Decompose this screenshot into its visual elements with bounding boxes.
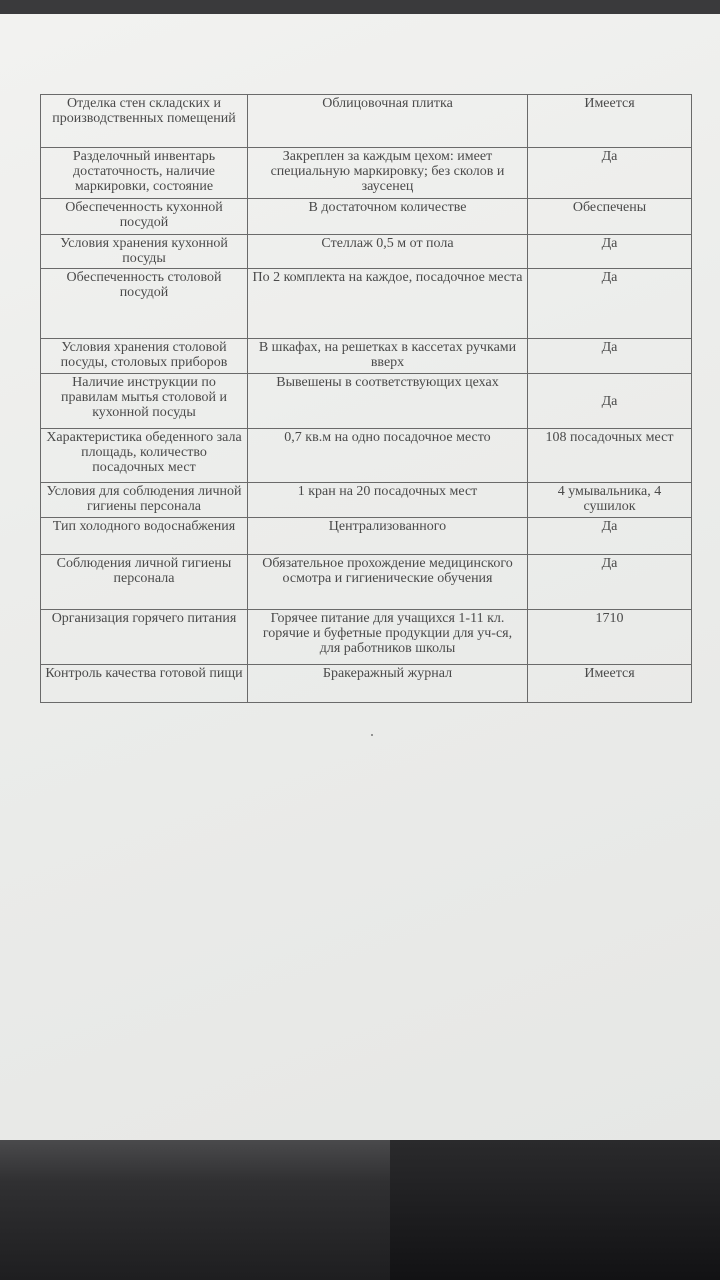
table-cell-description: В шкафах, на решетках в кассетах ручками вверх bbox=[248, 339, 528, 374]
table-cell-criterion: Условия хранения столовой посуды, столовых приборов bbox=[41, 339, 248, 374]
table-cell-criterion: Соблюдения личной гигиены персонала bbox=[41, 555, 248, 610]
table-row bbox=[41, 374, 692, 429]
table-cell-description: В достаточном количестве bbox=[248, 199, 528, 235]
table-row bbox=[41, 555, 692, 610]
table-cell-description: Облицовочная плитка bbox=[248, 95, 528, 148]
table-cell-description: Вывешены в соответствующих цехах bbox=[248, 374, 528, 429]
table-cell-result: Да bbox=[528, 339, 692, 374]
table-row bbox=[41, 95, 692, 148]
table-row bbox=[41, 199, 692, 235]
table-cell-result: Имеется bbox=[528, 665, 692, 703]
table-row bbox=[41, 610, 692, 665]
table-cell-criterion: Условия хранения кухонной посуды bbox=[41, 235, 248, 269]
table-cell-result: 4 умывальника, 4 сушилок bbox=[528, 483, 692, 518]
table-row bbox=[41, 518, 692, 555]
table-cell-description: По 2 комплекта на каждое, посадочное места bbox=[248, 269, 528, 339]
table-cell-criterion: Обеспеченность столовой посудой bbox=[41, 269, 248, 339]
table-cell-criterion: Контроль качества готовой пищи bbox=[41, 665, 248, 703]
table-cell-description: Закреплен за каждым цехом: имеет специальную маркировку; без сколов и заусенец bbox=[248, 148, 528, 199]
table-cell-result: 1710 bbox=[528, 610, 692, 665]
table-cell-result: Да bbox=[528, 374, 692, 429]
table-row bbox=[41, 269, 692, 339]
table-row bbox=[41, 339, 692, 374]
table-row bbox=[41, 235, 692, 269]
table-cell-result: 108 посадочных мест bbox=[528, 429, 692, 483]
table-cell-description: 1 кран на 20 посадочных мест bbox=[248, 483, 528, 518]
table-cell-description: Бракеражный журнал bbox=[248, 665, 528, 703]
table-cell-result: Да bbox=[528, 518, 692, 555]
table-cell-criterion: Наличие инструкции по правилам мытья столовой и кухонной посуды bbox=[41, 374, 248, 429]
table-cell-description: Обязательное прохождение медицинского осмотра и гигиенические обучения bbox=[248, 555, 528, 610]
table-cell-description: Централизованного bbox=[248, 518, 528, 555]
table-cell-criterion: Организация горячего питания bbox=[41, 610, 248, 665]
table-cell-criterion: Условия для соблюдения личной гигиены персонала bbox=[41, 483, 248, 518]
paper-speck bbox=[371, 734, 373, 736]
table-row bbox=[41, 429, 692, 483]
table-cell-criterion: Отделка стен складских и производственных помещений bbox=[41, 95, 248, 148]
table-row bbox=[41, 483, 692, 518]
table-row bbox=[41, 148, 692, 199]
floor-shadow bbox=[390, 1140, 720, 1280]
table-cell-description: Стеллаж 0,5 м от пола bbox=[248, 235, 528, 269]
table-cell-result: Имеется bbox=[528, 95, 692, 148]
table-cell-result: Да bbox=[528, 148, 692, 199]
inspection-table bbox=[40, 94, 692, 703]
table-cell-description: 0,7 кв.м на одно посадочное место bbox=[248, 429, 528, 483]
table-cell-result: Да bbox=[528, 555, 692, 610]
table-cell-criterion: Разделочный инвентарь достаточность, наличие маркировки, состояние bbox=[41, 148, 248, 199]
table-cell-criterion: Характеристика обеденного зала площадь, количество посадочных мест bbox=[41, 429, 248, 483]
table-cell-description: Горячее питание для учащихся 1-11 кл. горячие и буфетные продукции для уч-ся, для работников школы bbox=[248, 610, 528, 665]
table-cell-result: Обеспечены bbox=[528, 199, 692, 235]
table-cell-criterion: Обеспеченность кухонной посудой bbox=[41, 199, 248, 235]
table-row bbox=[41, 665, 692, 703]
table-cell-result: Да bbox=[528, 269, 692, 339]
table-cell-result: Да bbox=[528, 235, 692, 269]
table-cell-criterion: Тип холодного водоснабжения bbox=[41, 518, 248, 555]
